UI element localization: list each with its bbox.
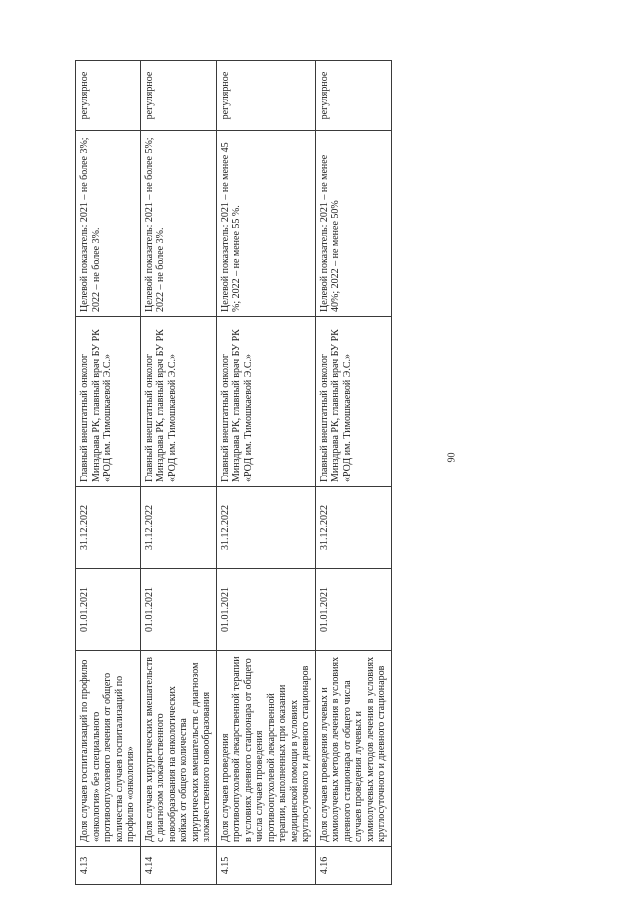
- responsible-cell: Главный внештатный онколог Минздрава РК, главный врач БУ РК «РОД им. Тимошкаевой Э.С.»: [76, 317, 141, 487]
- rotated-page-content: [75, 61, 387, 885]
- row-number: 4.13: [76, 847, 141, 885]
- table-row: [315, 61, 391, 885]
- target-cell: Целевой показатель: 2021 – не более 5%; 2022 – не более 3%.: [140, 131, 216, 317]
- indicator-cell: Доля случаев хирургических вмешательств с диагнозом злокачественного новообразования на онкологических койках от общего количества хирургических вмешательств с диагнозом злокачественного новообразования: [140, 651, 216, 847]
- target-cell: Целевой показатель: 2021 – не более 3%; 2022 – не более 3%.: [76, 131, 141, 317]
- start-date-cell: 01.01.2021: [140, 569, 216, 651]
- indicator-cell: Доля случаев проведения лучевых и химиолучевых методов лечения в условиях дневного стационара от общего числа случаев проведения лучевых и химиолучевых методов лечения в условиях круглосуточного и дневного стационаров: [315, 651, 391, 847]
- measures-table: [75, 60, 392, 885]
- target-cell: Целевой показатель: 2021 – не менее 45 %; 2022 – не менее 55 %.: [216, 131, 315, 317]
- row-number: 4.15: [216, 847, 315, 885]
- end-date-cell: 31.12.2022: [315, 487, 391, 569]
- row-number: 4.14: [140, 847, 216, 885]
- table-row: [216, 61, 315, 885]
- frequency-cell: регулярное: [140, 61, 216, 131]
- start-date-cell: 01.01.2021: [315, 569, 391, 651]
- table-row: [140, 61, 216, 885]
- end-date-cell: 31.12.2022: [76, 487, 141, 569]
- responsible-cell: Главный внештатный онколог Минздрава РК, главный врач БУ РК «РОД им. Тимошкаевой Э.С.»: [315, 317, 391, 487]
- end-date-cell: 31.12.2022: [216, 487, 315, 569]
- page-number: 90: [446, 452, 458, 463]
- row-number: 4.16: [315, 847, 391, 885]
- responsible-cell: Главный внештатный онколог Минздрава РК, главный врач БУ РК «РОД им. Тимошкаевой Э.С.»: [216, 317, 315, 487]
- end-date-cell: 31.12.2022: [140, 487, 216, 569]
- responsible-cell: Главный внештатный онколог Минздрава РК, главный врач БУ РК «РОД им. Тимошкаевой Э.С.»: [140, 317, 216, 487]
- table-row: [76, 61, 141, 885]
- frequency-cell: регулярное: [216, 61, 315, 131]
- frequency-cell: регулярное: [76, 61, 141, 131]
- start-date-cell: 01.01.2021: [216, 569, 315, 651]
- indicator-cell: Доля случаев госпитализаций по профилю «онкология» без специального противоопухолевого лечения от общего количества случаев госпитализаций по профилю «онкология»: [76, 651, 141, 847]
- frequency-cell: регулярное: [315, 61, 391, 131]
- target-cell: Целевой показатель: 2021 – не менее 40%; 2022 – не менее 50%: [315, 131, 391, 317]
- start-date-cell: 01.01.2021: [76, 569, 141, 651]
- indicator-cell: Доля случаев проведения противоопухолевой лекарственной терапии в условиях дневного стационара от общего числа случаев проведения противоопухолевой лекарственной терапии, выполненных при оказании медицинской помощи в условиях круглосуточного и дневного стационаров: [216, 651, 315, 847]
